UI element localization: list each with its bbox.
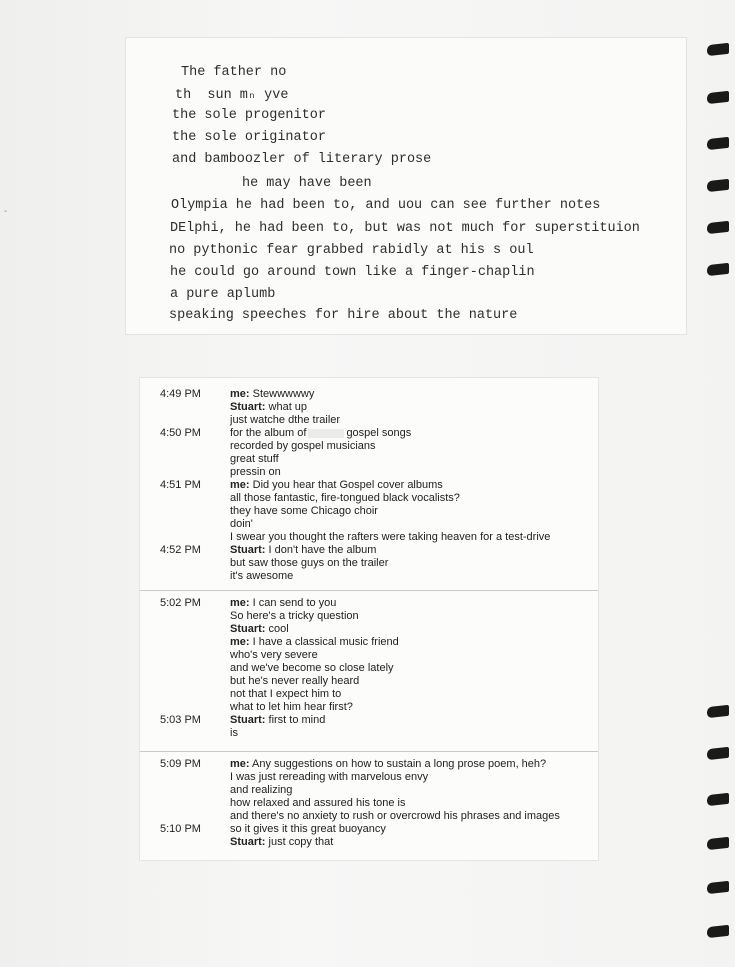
message-text bbox=[230, 597, 336, 609]
message-body: I was just rereading with marvelous envy bbox=[230, 771, 429, 783]
message-body: just copy that bbox=[268, 836, 334, 848]
chat-row bbox=[140, 758, 598, 771]
message-text bbox=[230, 531, 550, 543]
binding-ring bbox=[707, 705, 729, 718]
timestamp: 5:03 PM bbox=[160, 714, 201, 726]
chat-row bbox=[140, 466, 598, 479]
message-body: all those fantastic, fire-tongued black vocalists? bbox=[230, 492, 460, 504]
typed-line: speaking speeches for hire about the nature bbox=[169, 308, 518, 323]
block-divider bbox=[140, 751, 598, 752]
message-text bbox=[230, 623, 289, 635]
message-text bbox=[230, 492, 460, 504]
message-body: so it gives it this great buoyancy bbox=[230, 823, 386, 835]
message-text bbox=[230, 518, 253, 530]
message-body: but he's never really heard bbox=[230, 675, 360, 687]
message-text bbox=[230, 810, 560, 822]
speaker-name: me: bbox=[230, 597, 250, 609]
message-body: just watche dthe trailer bbox=[230, 414, 341, 426]
binding-ring bbox=[707, 43, 729, 56]
timestamp: 5:02 PM bbox=[160, 597, 201, 609]
timestamp: 4:51 PM bbox=[160, 479, 201, 491]
chat-row bbox=[140, 784, 598, 797]
chat-row bbox=[140, 610, 598, 623]
message-text bbox=[230, 610, 359, 622]
message-text bbox=[230, 388, 314, 400]
typed-line: a pure aplumb bbox=[170, 287, 276, 302]
message-text bbox=[230, 414, 340, 426]
binding-ring bbox=[707, 263, 729, 276]
message-body: what to let him hear first? bbox=[230, 701, 353, 713]
chat-row bbox=[140, 675, 598, 688]
speaker-name: me: bbox=[230, 758, 250, 770]
speaker-name: me: bbox=[230, 636, 250, 648]
message-body: cool bbox=[268, 623, 289, 635]
chat-row bbox=[140, 701, 598, 714]
binding-ring bbox=[707, 137, 729, 150]
message-body: I can send to you bbox=[252, 597, 337, 609]
chat-row bbox=[140, 557, 598, 570]
chat-block bbox=[140, 597, 598, 746]
timestamp: 5:10 PM bbox=[160, 823, 201, 835]
message-text bbox=[230, 758, 546, 770]
message-body: it's awesome bbox=[230, 570, 294, 582]
message-body: I don't have the album bbox=[268, 544, 377, 556]
chat-row bbox=[140, 771, 598, 784]
chat-block bbox=[140, 758, 598, 855]
typed-line: no pythonic fear grabbed rabidly at his s oul bbox=[169, 243, 534, 258]
message-body: recorded by gospel musicians bbox=[230, 440, 376, 452]
chat-row bbox=[140, 810, 598, 823]
chat-row bbox=[140, 797, 598, 810]
speaker-name: Stuart: bbox=[230, 714, 266, 726]
speaker-name: Stuart: bbox=[230, 623, 266, 635]
message-text bbox=[230, 823, 386, 835]
message-body: for the album of bbox=[230, 427, 307, 439]
message-text bbox=[230, 727, 238, 739]
chat-row bbox=[140, 727, 598, 740]
chat-row bbox=[140, 505, 598, 518]
speaker-name: Stuart: bbox=[230, 544, 266, 556]
message-text bbox=[230, 714, 325, 726]
message-text bbox=[230, 453, 279, 465]
chat-row bbox=[140, 518, 598, 531]
speaker-name: me: bbox=[230, 388, 250, 400]
message-body: Stewwwwwy bbox=[252, 388, 315, 400]
chat-row bbox=[140, 836, 598, 849]
message-text bbox=[230, 440, 376, 452]
message-body: pressin on bbox=[230, 466, 281, 478]
chat-row bbox=[140, 453, 598, 466]
message-text bbox=[230, 636, 399, 648]
message-text bbox=[230, 570, 293, 582]
message-body: Did you hear that Gospel cover albums bbox=[252, 479, 443, 491]
timestamp: 4:52 PM bbox=[160, 544, 201, 556]
message-body: is bbox=[230, 727, 238, 739]
speaker-name: Stuart: bbox=[230, 401, 266, 413]
typed-line: he could go around town like a finger-chaplin bbox=[170, 265, 535, 280]
message-body: but saw those guys on the trailer bbox=[230, 557, 389, 569]
message-body: I have a classical music friend bbox=[252, 636, 399, 648]
typed-line: Olympia he had been to, and uou can see further notes bbox=[171, 198, 601, 213]
message-text bbox=[230, 771, 428, 783]
typed-line: th sun mₙ yve bbox=[175, 88, 289, 103]
chat-row bbox=[140, 388, 598, 401]
chat-row bbox=[140, 688, 598, 701]
speaker-name: me: bbox=[230, 479, 250, 491]
chat-row bbox=[140, 479, 598, 492]
typed-line: the sole progenitor bbox=[172, 108, 326, 123]
binding-ring bbox=[707, 747, 729, 760]
message-body: how relaxed and assured his tone is bbox=[230, 797, 406, 809]
message-body: they have some Chicago choir bbox=[230, 505, 378, 517]
message-body: great stuff bbox=[230, 453, 279, 465]
message-text bbox=[230, 466, 281, 478]
chat-row bbox=[140, 636, 598, 649]
chat-clipping bbox=[140, 378, 598, 860]
chat-row bbox=[140, 649, 598, 662]
message-body: not that I expect him to bbox=[230, 688, 342, 700]
chat-row bbox=[140, 623, 598, 636]
timestamp: 5:09 PM bbox=[160, 758, 201, 770]
chat-block bbox=[140, 388, 598, 589]
typed-line: and bamboozler of literary prose bbox=[172, 152, 432, 167]
typed-line: The father no bbox=[181, 65, 287, 80]
chat-row bbox=[140, 544, 598, 557]
typed-line: he may have been bbox=[242, 176, 372, 191]
message-text bbox=[230, 662, 394, 674]
message-body: first to mind bbox=[268, 714, 326, 726]
redacted-word bbox=[308, 429, 344, 438]
chat-row bbox=[140, 531, 598, 544]
message-body: So here's a tricky question bbox=[230, 610, 359, 622]
chat-row bbox=[140, 662, 598, 675]
chat-row bbox=[140, 597, 598, 610]
message-text bbox=[230, 701, 353, 713]
message-body: gospel songs bbox=[346, 427, 412, 439]
chat-row bbox=[140, 823, 598, 836]
chat-row bbox=[140, 570, 598, 583]
message-text bbox=[230, 784, 292, 796]
page-mark: - bbox=[4, 206, 8, 217]
binding-ring bbox=[707, 221, 729, 234]
message-text bbox=[230, 427, 411, 439]
chat-row bbox=[140, 492, 598, 505]
typed-line: DElphi, he had been to, but was not much for superstituion bbox=[170, 221, 640, 236]
message-body: and realizing bbox=[230, 784, 293, 796]
message-text bbox=[230, 557, 388, 569]
message-body: doin' bbox=[230, 518, 253, 530]
speaker-name: Stuart: bbox=[230, 836, 266, 848]
chat-row bbox=[140, 714, 598, 727]
message-body: Any suggestions on how to sustain a long prose poem, heh? bbox=[252, 758, 547, 770]
typed-clipping bbox=[126, 38, 686, 334]
message-text bbox=[230, 649, 318, 661]
timestamp: 4:49 PM bbox=[160, 388, 201, 400]
binding-ring bbox=[707, 91, 729, 104]
message-body: who's very severe bbox=[230, 649, 318, 661]
message-text bbox=[230, 544, 376, 556]
message-text bbox=[230, 797, 406, 809]
chat-row bbox=[140, 427, 598, 440]
chat-row bbox=[140, 401, 598, 414]
message-text bbox=[230, 675, 359, 687]
chat-row bbox=[140, 414, 598, 427]
message-body: what up bbox=[268, 401, 308, 413]
message-text bbox=[230, 479, 443, 491]
binding-ring bbox=[707, 179, 729, 192]
binding-ring bbox=[707, 837, 729, 850]
message-text bbox=[230, 836, 333, 848]
message-body: and there's no anxiety to rush or overcrowd his phrases and images bbox=[230, 810, 560, 822]
timestamp: 4:50 PM bbox=[160, 427, 201, 439]
binding-ring bbox=[707, 925, 729, 938]
typed-line: the sole originator bbox=[172, 130, 326, 145]
message-body: and we've become so close lately bbox=[230, 662, 394, 674]
typed-text bbox=[126, 38, 686, 334]
message-text bbox=[230, 688, 341, 700]
message-text bbox=[230, 505, 378, 517]
block-divider bbox=[140, 590, 598, 591]
message-body: I swear you thought the rafters were taking heaven for a test-drive bbox=[230, 531, 551, 543]
message-text bbox=[230, 401, 307, 413]
spiral-binding bbox=[695, 0, 735, 967]
chat-row bbox=[140, 440, 598, 453]
binding-ring bbox=[707, 881, 729, 894]
binding-ring bbox=[707, 793, 729, 806]
